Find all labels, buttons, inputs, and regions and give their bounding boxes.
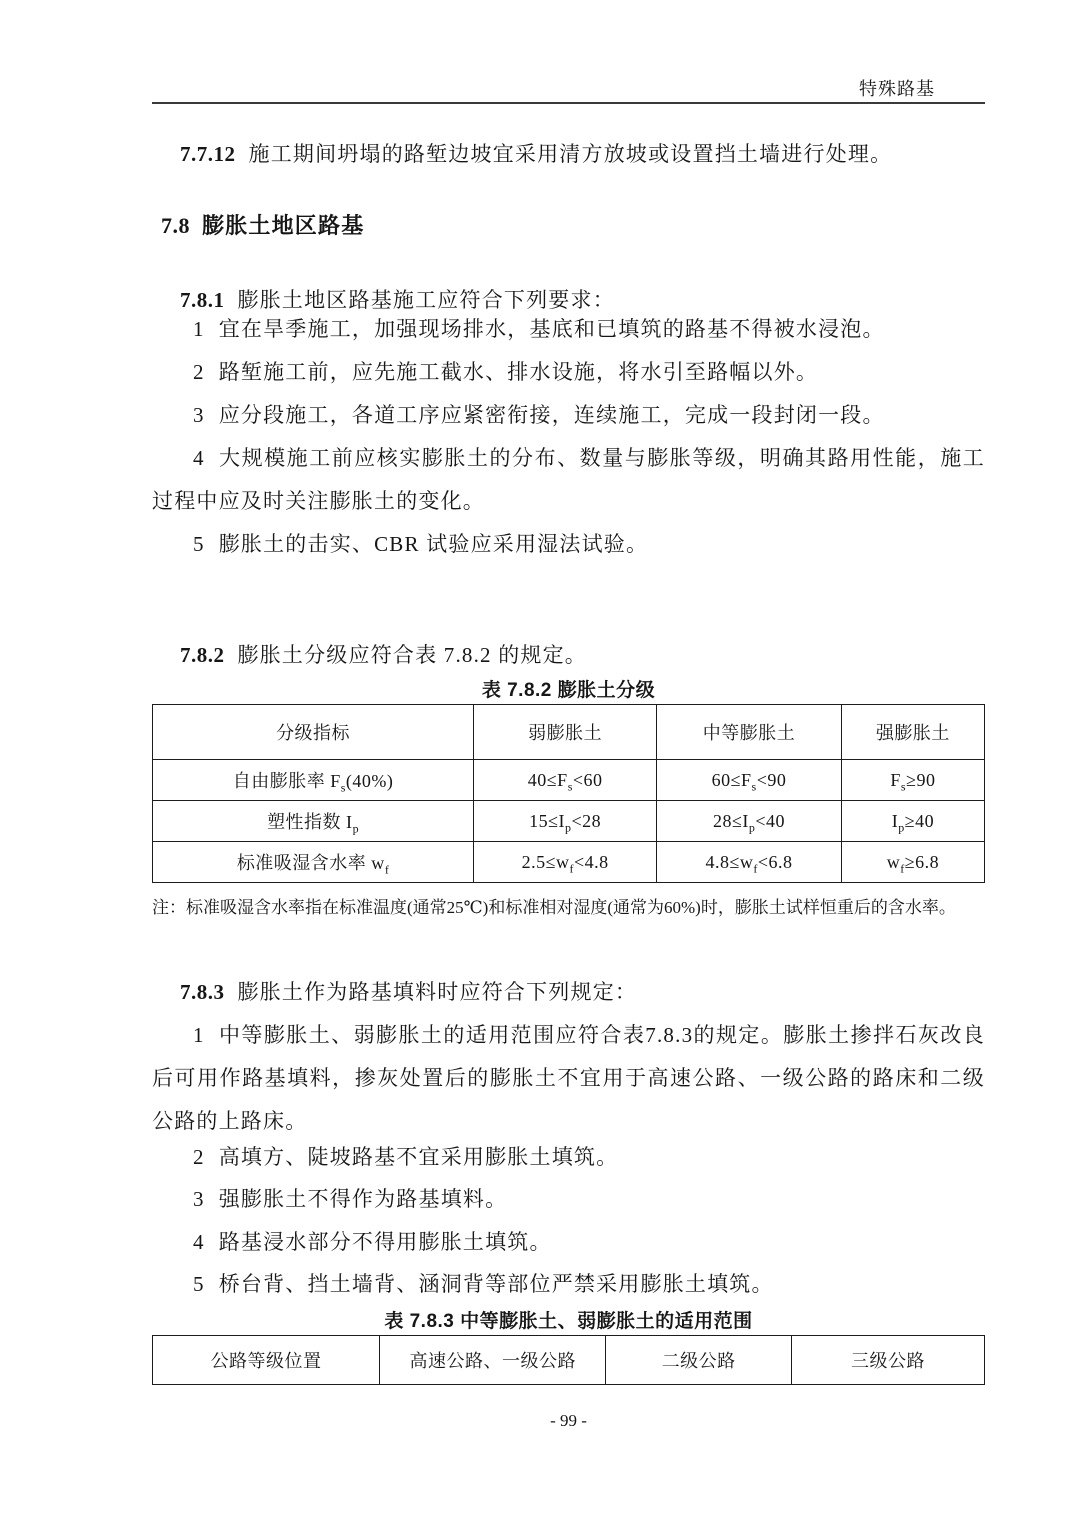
list-item-text: 膨胀土的击实、CBR 试验应采用湿法试验。 <box>218 532 649 556</box>
list-item-number: 2 <box>193 360 205 384</box>
list-item-number: 1 <box>193 1023 205 1047</box>
table-cell: 标准吸湿含水率 $w_f$ <box>153 842 474 883</box>
section-heading-text: 膨胀土地区路基 <box>202 213 365 238</box>
paragraph-text: 膨胀土地区路基施工应符合下列要求： <box>237 288 615 312</box>
list-item-text: 高填方、陡坡路基不宜采用膨胀土填筑。 <box>218 1145 619 1169</box>
paragraph-text: 施工期间坍塌的路堑边坡宜采用清方放坡或设置挡土墙进行处理。 <box>248 142 893 166</box>
note-label: 注： <box>152 898 186 917</box>
list-item <box>152 437 985 523</box>
table-cell: $I_p\ge 40$ <box>841 801 984 842</box>
section-heading-7-8 <box>152 204 985 247</box>
table-cell: $4.8\le w_f<6.8$ <box>657 842 842 883</box>
table-header-row <box>153 705 985 760</box>
table-cell: $40\le F_s<60$ <box>474 760 657 801</box>
list-item <box>152 1221 985 1264</box>
table-header-cell: 强膨胀土 <box>841 705 984 760</box>
list-item <box>152 1263 985 1306</box>
list-item-number: 4 <box>193 1230 205 1254</box>
list-item <box>152 523 985 566</box>
paragraph-7-8-2 <box>152 634 985 677</box>
table-header-cell: 分级指标 <box>153 705 474 760</box>
table-note <box>152 896 985 920</box>
list-item-text: 桥台背、挡土墙背、涵洞背等部位严禁采用膨胀土填筑。 <box>218 1272 774 1296</box>
table-cell: $F_s\ge 90$ <box>841 760 984 801</box>
table-caption-7-8-3: 表 7.8.3 中等膨胀土、弱膨胀土的适用范围 <box>384 1311 753 1332</box>
table-cell: $28\le I_p<40$ <box>657 801 842 842</box>
table-cell: 自由膨胀率 $F_s(40\%)$ <box>153 760 474 801</box>
table-header-cell: 弱膨胀土 <box>474 705 657 760</box>
section-number: 7.7.12 <box>180 142 236 166</box>
table-row <box>153 801 985 842</box>
section-number: 7.8 <box>161 213 190 238</box>
paragraph-text: 膨胀土分级应符合表 7.8.2 的规定。 <box>237 643 587 667</box>
list-item-text: 中等膨胀土、弱膨胀土的适用范围应符合表7.8.3的规定。膨胀土掺拌石灰改良后可用作路基填料，掺灰处置后的膨胀土不宜用于高速公路、一级公路的路床和二级公路的上路床。 <box>152 1023 985 1133</box>
table-row <box>153 842 985 883</box>
list-item <box>152 1178 985 1221</box>
list-item-number: 5 <box>193 1272 205 1296</box>
section-number: 7.8.1 <box>180 288 225 312</box>
table-cell: $2.5\le w_f<4.8$ <box>474 842 657 883</box>
list-item-number: 3 <box>193 403 205 427</box>
list-item-number: 5 <box>193 532 205 556</box>
table-header-cell: 三级公路 <box>791 1336 984 1385</box>
table-7-8-2 <box>152 704 985 883</box>
table-cell: $w_f\ge 6.8$ <box>841 842 984 883</box>
list-item <box>152 394 985 437</box>
list-item-text: 强膨胀土不得作为路基填料。 <box>218 1187 508 1211</box>
list-item <box>152 1014 985 1143</box>
table-row <box>153 760 985 801</box>
table-cell: $60\le F_s<90$ <box>657 760 842 801</box>
list-item-number: 2 <box>193 1145 205 1169</box>
list-item <box>152 351 985 394</box>
header-title: 特殊路基 <box>859 79 935 99</box>
list-item-text: 大规模施工前应核实膨胀土的分布、数量与膨胀等级，明确其路用性能，施工过程中应及时关注膨胀土的变化。 <box>152 446 985 513</box>
table-header-cell: 中等膨胀土 <box>657 705 842 760</box>
section-number: 7.8.3 <box>180 980 225 1004</box>
section-number: 7.8.2 <box>180 643 225 667</box>
table-cell: $15\le I_p<28$ <box>474 801 657 842</box>
list-item <box>152 308 985 351</box>
list-item-number: 1 <box>193 317 205 341</box>
list-item <box>152 1136 985 1179</box>
table-header-row <box>153 1336 985 1385</box>
list-item-text: 宜在旱季施工，加强现场排水，基底和已填筑的路基不得被水浸泡。 <box>218 317 885 341</box>
table-header-cell: 高速公路、一级公路 <box>380 1336 606 1385</box>
table-caption-7-8-2: 表 7.8.2 膨胀土分级 <box>481 680 656 701</box>
page-number: - 99 - <box>550 1411 587 1430</box>
paragraph-text: 膨胀土作为路基填料时应符合下列规定： <box>237 980 638 1004</box>
paragraph-7-7-12 <box>152 133 985 176</box>
list-item-number: 3 <box>193 1187 205 1211</box>
list-item-text: 应分段施工，各道工序应紧密衔接，连续施工，完成一段封闭一段。 <box>218 403 885 427</box>
note-text: 标准吸湿含水率指在标准温度(通常25℃)和标准相对湿度(通常为60%)时，膨胀土试样恒重后的含水率。 <box>186 898 956 917</box>
page-header <box>152 0 985 101</box>
list-item-text: 路基浸水部分不得用膨胀土填筑。 <box>218 1230 552 1254</box>
header-rule <box>152 102 985 104</box>
table-header-cell: 二级公路 <box>606 1336 792 1385</box>
paragraph-7-8-3 <box>152 971 985 1014</box>
table-header-cell: 公路等级位置 <box>153 1336 380 1385</box>
list-item-text: 路堑施工前，应先施工截水、排水设施，将水引至路幅以外。 <box>218 360 819 384</box>
table-cell: 塑性指数 $I_p$ <box>153 801 474 842</box>
list-item-number: 4 <box>193 446 205 470</box>
table-7-8-3 <box>152 1335 985 1385</box>
